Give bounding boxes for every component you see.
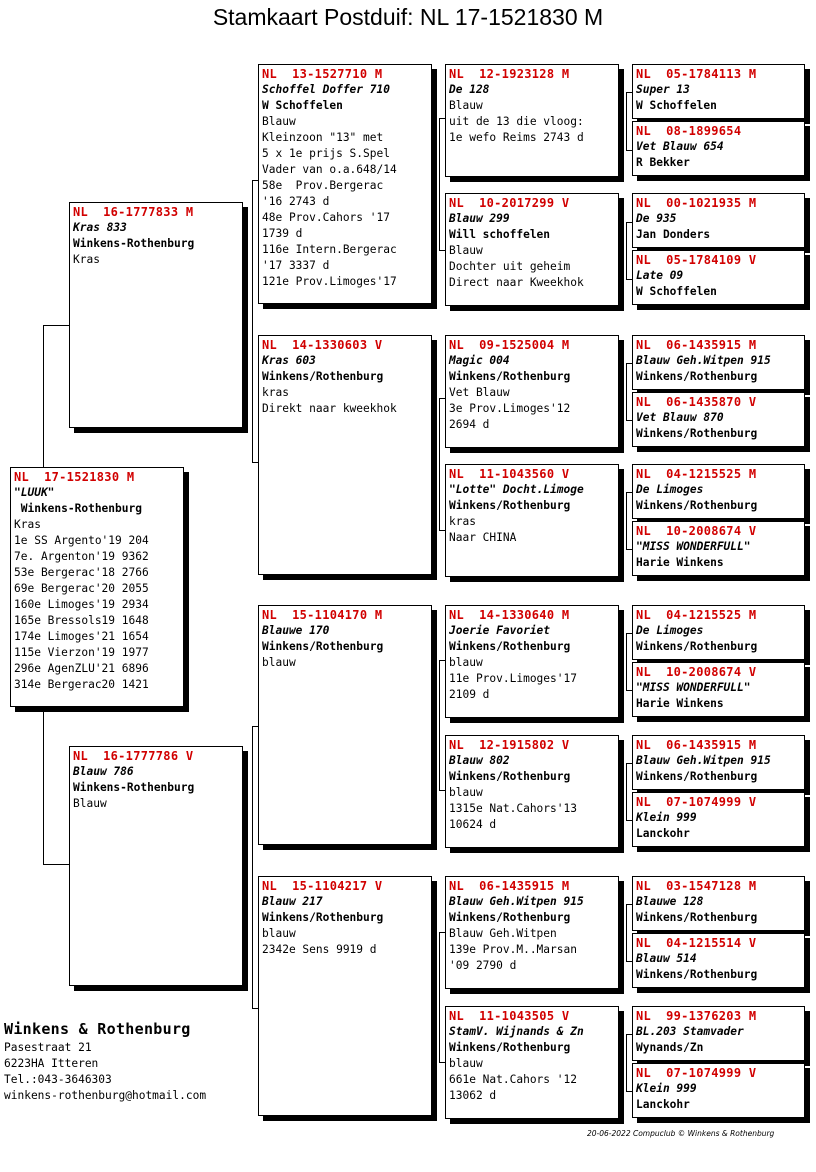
owner-name: Winkens/Rothenburg bbox=[262, 640, 384, 653]
connector-line bbox=[439, 118, 440, 250]
ring-number: NL 04-1215525 M bbox=[636, 467, 757, 481]
owner-name: R Bekker bbox=[636, 156, 690, 169]
owner-name: Winkens/Rothenburg bbox=[636, 427, 758, 440]
pedigree-card-g12 bbox=[632, 792, 805, 847]
info-line: 174e Limoges'21 1654 bbox=[14, 630, 149, 643]
owner-name: Winkens/Rothenburg bbox=[636, 499, 758, 512]
ring-number: NL 05-1784109 V bbox=[636, 253, 757, 267]
ring-number: NL 16-1777833 M bbox=[73, 205, 194, 219]
pigeon-name: Blauwe 170 bbox=[262, 624, 330, 637]
pigeon-name: Blauw 299 bbox=[449, 212, 510, 225]
pigeon-name: Blauw 786 bbox=[73, 765, 134, 778]
ring-number: NL 10-2008674 V bbox=[636, 524, 757, 538]
info-line: 10624 d bbox=[449, 818, 497, 831]
ring-number: NL 04-1215514 V bbox=[636, 936, 757, 950]
connector-line bbox=[626, 92, 627, 150]
pedigree-card-g13 bbox=[632, 876, 805, 931]
connector-line bbox=[626, 904, 627, 961]
breeder-street: Pasestraat 21 bbox=[4, 1041, 92, 1054]
owner-name: Winkens/Rothenburg bbox=[262, 911, 384, 924]
pigeon-name: Blauw 217 bbox=[262, 895, 323, 908]
info-line: blauw bbox=[449, 786, 483, 799]
info-line: Blauw bbox=[449, 244, 483, 257]
connector-line bbox=[43, 325, 70, 326]
info-line: 1739 d bbox=[262, 227, 303, 240]
pigeon-name: Magic 004 bbox=[449, 354, 510, 367]
info-line: 160e Limoges'19 2934 bbox=[14, 598, 149, 611]
owner-name: Winkens/Rothenburg bbox=[636, 770, 758, 783]
pigeon-name: Blauw 802 bbox=[449, 754, 510, 767]
ring-number: NL 11-1043560 V bbox=[449, 467, 570, 481]
pigeon-name: De 128 bbox=[449, 83, 490, 96]
info-line: 115e Vierzon'19 1977 bbox=[14, 646, 149, 659]
owner-name: Winkens/Rothenburg bbox=[262, 370, 384, 383]
info-line: 48e Prov.Cahors '17 bbox=[262, 211, 390, 224]
pedigree-card-subject bbox=[10, 467, 184, 707]
pedigree-card-mother bbox=[69, 746, 243, 986]
owner-name: Harie Winkens bbox=[636, 556, 724, 569]
pedigree-card-g16 bbox=[632, 1063, 805, 1118]
owner-name: Winkens/Rothenburg bbox=[449, 370, 571, 383]
info-line: Blauw bbox=[73, 797, 107, 810]
owner-name: Winkens/Rothenburg bbox=[449, 499, 571, 512]
info-line: 2342e Sens 9919 d bbox=[262, 943, 377, 956]
pedigree-card-fmm bbox=[445, 464, 619, 577]
info-line: 1e wefo Reims 2743 d bbox=[449, 131, 584, 144]
info-line: Blauw Geh.Witpen bbox=[449, 927, 557, 940]
ring-number: NL 15-1104170 M bbox=[262, 608, 383, 622]
pedigree-card-g6 bbox=[632, 392, 805, 447]
info-line: 2694 d bbox=[449, 418, 490, 431]
pedigree-card-ffm bbox=[445, 193, 619, 306]
ring-number: NL 12-1923128 M bbox=[449, 67, 570, 81]
pigeon-name: "Lotte" Docht.Limoge bbox=[449, 483, 584, 496]
pedigree-card-ff bbox=[258, 64, 432, 304]
info-line: blauw bbox=[449, 656, 483, 669]
info-line: Direkt naar kweekhok bbox=[262, 402, 397, 415]
connector-line bbox=[252, 726, 253, 1008]
info-line: 121e Prov.Limoges'17 bbox=[262, 275, 397, 288]
pedigree-card-g15 bbox=[632, 1006, 805, 1061]
ring-number: NL 13-1527710 M bbox=[262, 67, 383, 81]
info-line: '09 2790 d bbox=[449, 959, 517, 972]
info-line: 116e Intern.Bergerac bbox=[262, 243, 397, 256]
pedigree-card-g2 bbox=[632, 121, 805, 176]
owner-name: Winkens/Rothenburg bbox=[449, 640, 571, 653]
owner-name: Jan Donders bbox=[636, 228, 711, 241]
pedigree-card-mmf bbox=[445, 876, 619, 989]
ring-number: NL 08-1899654 bbox=[636, 124, 742, 138]
owner-name: Harie Winkens bbox=[636, 697, 724, 710]
info-line: Dochter uit geheim bbox=[449, 260, 571, 273]
ring-number: NL 11-1043505 V bbox=[449, 1009, 570, 1023]
pedigree-card-g8 bbox=[632, 521, 805, 576]
info-line: Direct naar Kweekhok bbox=[449, 276, 584, 289]
owner-name: Lanckohr bbox=[636, 827, 690, 840]
connector-line bbox=[626, 1034, 627, 1091]
pigeon-name: Joerie Favoriet bbox=[449, 624, 551, 637]
info-line: Blauw bbox=[262, 115, 296, 128]
pedigree-card-g4 bbox=[632, 250, 805, 305]
connector-line bbox=[626, 633, 627, 690]
breeder-info bbox=[4, 1018, 206, 1104]
pigeon-name: Blauw 514 bbox=[636, 952, 697, 965]
ring-number: NL 14-1330603 V bbox=[262, 338, 383, 352]
pigeon-name: De 935 bbox=[636, 212, 677, 225]
ring-number: NL 07-1074999 V bbox=[636, 795, 757, 809]
pigeon-name: Vet Blauw 870 bbox=[636, 411, 724, 424]
connector-line bbox=[43, 325, 44, 467]
info-line: uit de 13 die vloog: bbox=[449, 115, 584, 128]
connector-line bbox=[626, 222, 627, 279]
breeder-city: 6223HA Itteren bbox=[4, 1057, 99, 1070]
info-line: Vet Blauw bbox=[449, 386, 510, 399]
pigeon-name: Blauw Geh.Witpen 915 bbox=[636, 354, 771, 367]
ring-number: NL 06-1435915 M bbox=[636, 338, 757, 352]
info-line: blauw bbox=[449, 1057, 483, 1070]
connector-line bbox=[439, 398, 440, 530]
info-line: Vader van o.a.648/14 bbox=[262, 163, 397, 176]
info-line: 139e Prov.M..Marsan bbox=[449, 943, 577, 956]
pigeon-name: Super 13 bbox=[636, 83, 690, 96]
pigeon-name: Kras 833 bbox=[73, 221, 127, 234]
connector-line bbox=[626, 763, 627, 820]
connector-line bbox=[626, 363, 627, 420]
owner-name: Wynands/Zn bbox=[636, 1041, 704, 1054]
breeder-email: winkens-rothenburg@hotmail.com bbox=[4, 1089, 207, 1102]
pigeon-name: Blauw Geh.Witpen 915 bbox=[636, 754, 771, 767]
pigeon-name: "LUUK" bbox=[14, 486, 55, 499]
pedigree-card-mmm bbox=[445, 1006, 619, 1119]
owner-name: W Schoffelen bbox=[636, 285, 717, 298]
connector-line bbox=[43, 864, 70, 865]
footer-text: 20-06-2022 Compuclub © Winkens & Rothenburg bbox=[587, 1129, 775, 1138]
pigeon-name: Klein 999 bbox=[636, 1082, 697, 1095]
pedigree-card-g11 bbox=[632, 735, 805, 790]
ring-number: NL 10-2017299 V bbox=[449, 196, 570, 210]
pigeon-name: Schoffel Doffer 710 bbox=[262, 83, 390, 96]
pigeon-name: Blauwe 128 bbox=[636, 895, 704, 908]
info-line: 5 x 1e prijs S.Spel bbox=[262, 147, 390, 160]
info-line: Kleinzoon "13" met bbox=[262, 131, 384, 144]
owner-name: Winkens/Rothenburg bbox=[449, 770, 571, 783]
owner-name: Winkens/Rothenburg bbox=[636, 370, 758, 383]
info-line: Kras bbox=[73, 253, 100, 266]
ring-number: NL 09-1525004 M bbox=[449, 338, 570, 352]
owner-name: Winkens-Rothenburg bbox=[14, 502, 142, 515]
ring-number: NL 04-1215525 M bbox=[636, 608, 757, 622]
owner-name: Lanckohr bbox=[636, 1098, 690, 1111]
ring-number: NL 00-1021935 M bbox=[636, 196, 757, 210]
breeder-name: Winkens & Rothenburg bbox=[4, 1020, 191, 1038]
pedigree-card-g3 bbox=[632, 193, 805, 248]
owner-name: Winkens/Rothenburg bbox=[449, 1041, 571, 1054]
info-line: 1e SS Argento'19 204 bbox=[14, 534, 149, 547]
connector-line bbox=[626, 492, 627, 549]
owner-name: Will schoffelen bbox=[449, 228, 551, 241]
pedigree-card-g10 bbox=[632, 662, 805, 717]
info-line: blauw bbox=[262, 927, 296, 940]
pedigree-card-father bbox=[69, 202, 243, 428]
owner-name: Winkens-Rothenburg bbox=[73, 781, 195, 794]
info-line: 314e Bergerac20 1421 bbox=[14, 678, 149, 691]
pigeon-name: Blauw Geh.Witpen 915 bbox=[449, 895, 584, 908]
pigeon-name: Vet Blauw 654 bbox=[636, 140, 724, 153]
breeder-phone: Tel.:043-3646303 bbox=[4, 1073, 112, 1086]
pedigree-card-fmf bbox=[445, 335, 619, 448]
pedigree-card-g1 bbox=[632, 64, 805, 119]
pigeon-name: Late 09 bbox=[636, 269, 684, 282]
info-line: 13062 d bbox=[449, 1089, 497, 1102]
info-line: 11e Prov.Limoges'17 bbox=[449, 672, 577, 685]
info-line: 3e Prov.Limoges'12 bbox=[449, 402, 571, 415]
owner-name: Winkens-Rothenburg bbox=[73, 237, 195, 250]
info-line: kras bbox=[262, 386, 289, 399]
pedigree-card-fff bbox=[445, 64, 619, 177]
pedigree-card-mf bbox=[258, 605, 432, 845]
pedigree-card-mm bbox=[258, 876, 432, 1116]
page-title: Stamkaart Postduif: NL 17-1521830 M bbox=[212, 4, 604, 30]
info-line: 661e Nat.Cahors '12 bbox=[449, 1073, 577, 1086]
info-line: 69e Bergerac'20 2055 bbox=[14, 582, 149, 595]
ring-number: NL 03-1547128 M bbox=[636, 879, 757, 893]
ring-number: NL 07-1074999 V bbox=[636, 1066, 757, 1080]
pigeon-name: StamV. Wijnands & Zn bbox=[449, 1025, 584, 1038]
ring-number: NL 06-1435915 M bbox=[636, 738, 757, 752]
ring-number: NL 05-1784113 M bbox=[636, 67, 757, 81]
pedigree-card-g14 bbox=[632, 933, 805, 988]
owner-name: Winkens/Rothenburg bbox=[449, 911, 571, 924]
pedigree-card-fm bbox=[258, 335, 432, 575]
pigeon-name: "MISS WONDERFULL" bbox=[636, 681, 751, 694]
connector-line bbox=[439, 660, 440, 790]
connector-line bbox=[252, 180, 253, 462]
info-line: '17 3337 d bbox=[262, 259, 330, 272]
pedigree-card-mff bbox=[445, 605, 619, 718]
info-line: 58e Prov.Bergerac bbox=[262, 179, 384, 192]
connector-line bbox=[439, 932, 440, 1062]
owner-name: Winkens/Rothenburg bbox=[636, 911, 758, 924]
ring-number: NL 12-1915802 V bbox=[449, 738, 570, 752]
info-line: 1315e Nat.Cahors'13 bbox=[449, 802, 577, 815]
connector-line bbox=[43, 711, 44, 864]
ring-number: NL 99-1376203 M bbox=[636, 1009, 757, 1023]
info-line: blauw bbox=[262, 656, 296, 669]
owner-name: Winkens/Rothenburg bbox=[636, 968, 758, 981]
info-line: 296e AgenZLU'21 6896 bbox=[14, 662, 149, 675]
ring-number: NL 06-1435870 V bbox=[636, 395, 757, 409]
info-line: Blauw bbox=[449, 99, 483, 112]
info-line: 53e Bergerac'18 2766 bbox=[14, 566, 149, 579]
info-line: Kras bbox=[14, 518, 41, 531]
ring-number: NL 10-2008674 V bbox=[636, 665, 757, 679]
info-line: 7e. Argenton'19 9362 bbox=[14, 550, 149, 563]
pigeon-name: BL.203 Stamvader bbox=[636, 1025, 744, 1038]
info-line: 165e Bressols19 1648 bbox=[14, 614, 149, 627]
pedigree-card-mfm bbox=[445, 735, 619, 848]
owner-name: Winkens/Rothenburg bbox=[636, 640, 758, 653]
info-line: Naar CHINA bbox=[449, 531, 517, 544]
pigeon-name: "MISS WONDERFULL" bbox=[636, 540, 751, 553]
info-line: kras bbox=[449, 515, 476, 528]
pedigree-card-g7 bbox=[632, 464, 805, 519]
info-line: 2109 d bbox=[449, 688, 490, 701]
pedigree-card-g9 bbox=[632, 605, 805, 660]
pigeon-name: De Limoges bbox=[636, 624, 704, 637]
ring-number: NL 16-1777786 V bbox=[73, 749, 194, 763]
pedigree-card-g5 bbox=[632, 335, 805, 390]
ring-number: NL 14-1330640 M bbox=[449, 608, 570, 622]
owner-name: W Schoffelen bbox=[636, 99, 717, 112]
pigeon-name: Klein 999 bbox=[636, 811, 697, 824]
info-line: '16 2743 d bbox=[262, 195, 330, 208]
ring-number: NL 17-1521830 M bbox=[14, 470, 135, 484]
ring-number: NL 06-1435915 M bbox=[449, 879, 570, 893]
pigeon-name: De Limoges bbox=[636, 483, 704, 496]
pigeon-name: Kras 603 bbox=[262, 354, 316, 367]
owner-name: W Schoffelen bbox=[262, 99, 343, 112]
ring-number: NL 15-1104217 V bbox=[262, 879, 383, 893]
